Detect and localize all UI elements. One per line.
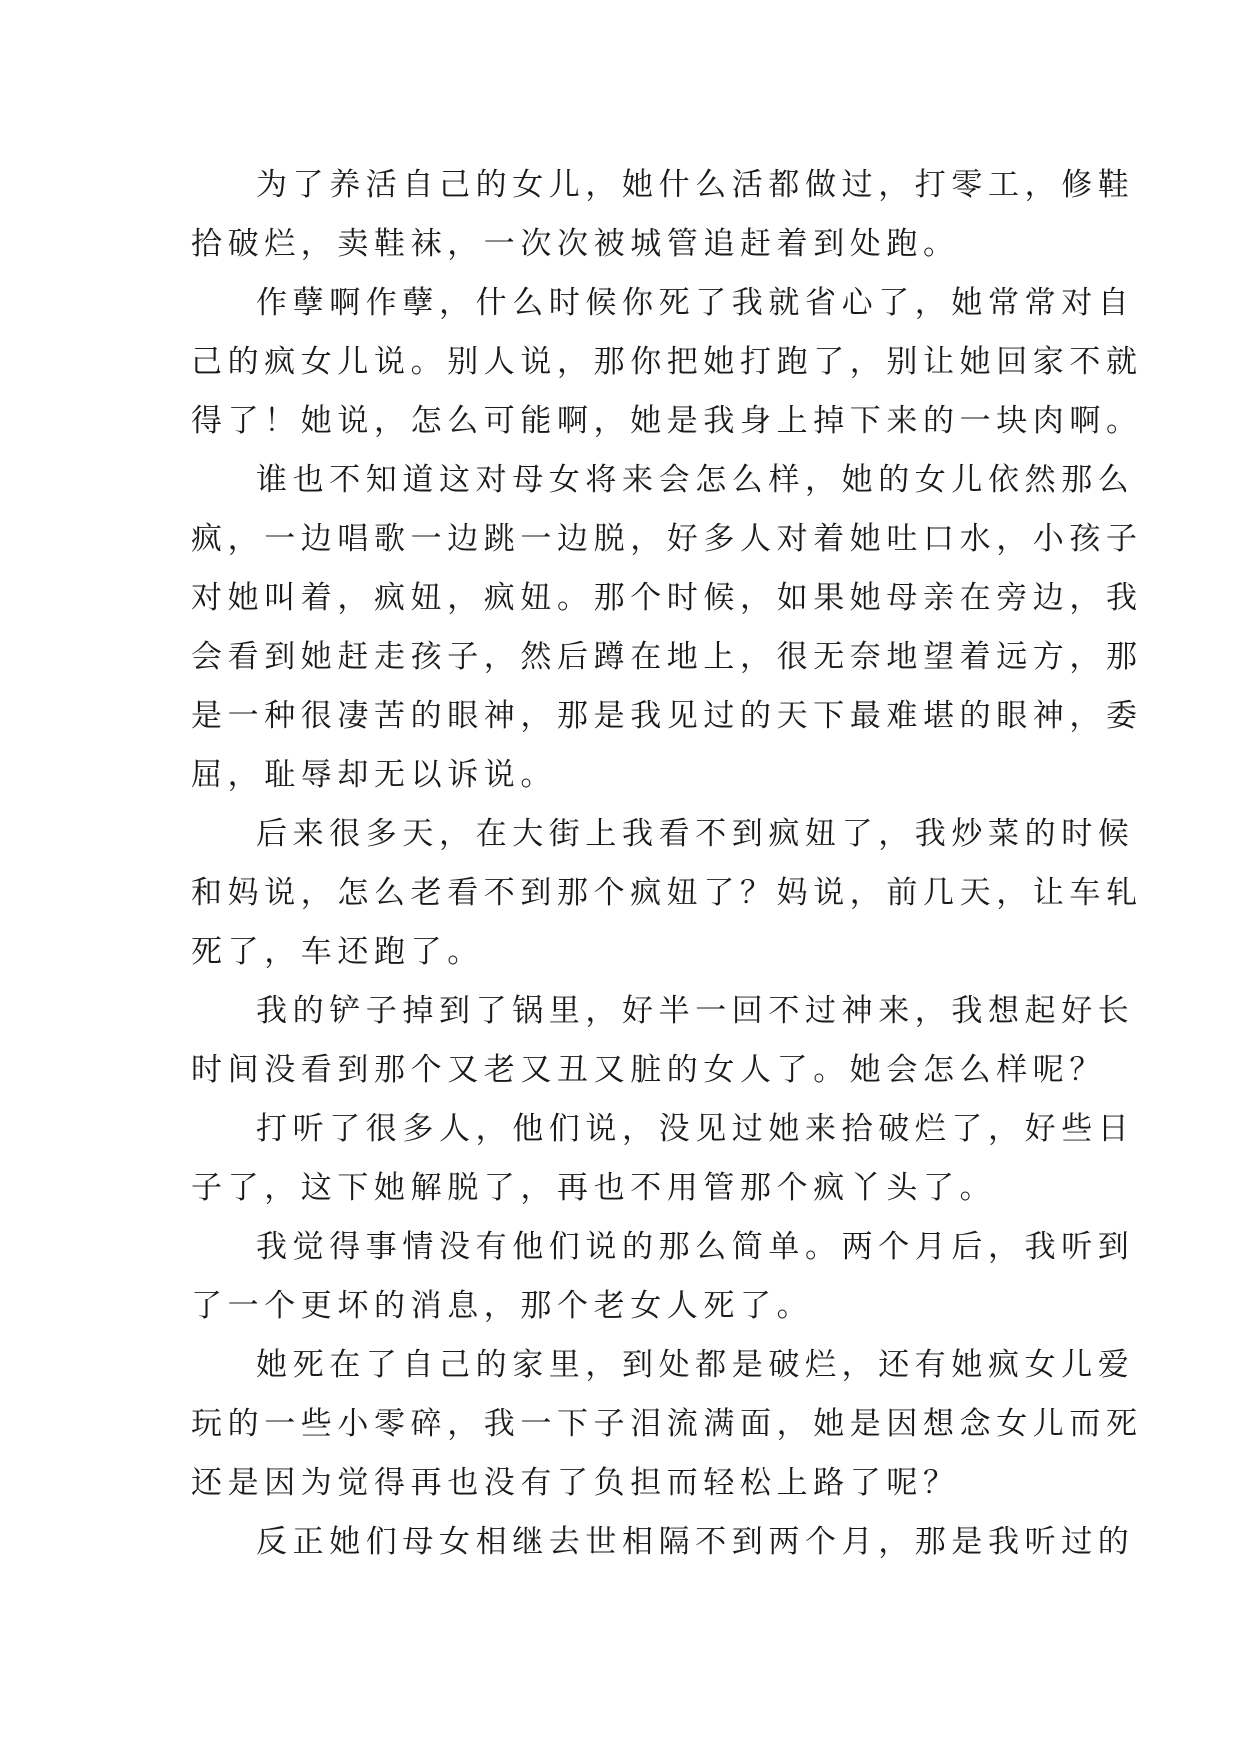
paragraph-line: 为了养活自己的女儿，她什么活都做过，打零工，修鞋 <box>256 167 1135 203</box>
paragraph-line: 她死在了自己的家里，到处都是破烂，还有她疯女儿爱 <box>256 1347 1135 1383</box>
paragraph-line: 反正她们母女相继去世相隔不到两个月，那是我听过的 <box>256 1524 1135 1560</box>
paragraph-line: 还是因为觉得再也没有了负担而轻松上路了呢？ <box>191 1465 960 1501</box>
paragraph-line: 疯，一边唱歌一边跳一边脱，好多人对着她吐口水，小孩子 <box>191 521 1143 557</box>
paragraph-line: 玩的一些小零碎，我一下子泪流满面，她是因想念女儿而死 <box>191 1406 1143 1442</box>
paragraph-line: 后来很多天，在大街上我看不到疯妞了，我炒菜的时候 <box>256 816 1135 852</box>
paragraph-line: 对她叫着，疯妞，疯妞。那个时候，如果她母亲在旁边，我 <box>191 580 1143 616</box>
paragraph-line: 我觉得事情没有他们说的那么简单。两个月后，我听到 <box>256 1229 1135 1265</box>
paragraph-line: 己的疯女儿说。别人说，那你把她打跑了，别让她回家不就 <box>191 344 1143 380</box>
paragraph-line: 和妈说，怎么老看不到那个疯妞了？妈说，前几天，让车轧 <box>191 875 1143 911</box>
paragraph-line: 子了，这下她解脱了，再也不用管那个疯丫头了。 <box>191 1170 997 1206</box>
paragraph-line: 我的铲子掉到了锅里，好半一回不过神来，我想起好长 <box>256 993 1135 1029</box>
paragraph-line: 拾破烂，卖鞋袜，一次次被城管追赶着到处跑。 <box>191 226 960 262</box>
paragraph-line: 了一个更坏的消息，那个老女人死了。 <box>191 1288 814 1324</box>
paragraph-line: 得了！她说，怎么可能啊，她是我身上掉下来的一块肉啊。 <box>191 403 1143 439</box>
paragraph-line: 打听了很多人，他们说，没见过她来拾破烂了，好些日 <box>256 1111 1135 1147</box>
paragraph-line: 会看到她赶走孩子，然后蹲在地上，很无奈地望着远方，那 <box>191 639 1143 675</box>
paragraph-line: 谁也不知道这对母女将来会怎么样，她的女儿依然那么 <box>256 462 1135 498</box>
body-text <box>191 156 1143 1572</box>
paragraph-line: 是一种很凄苦的眼神，那是我见过的天下最难堪的眼神，委 <box>191 698 1143 734</box>
paragraph-line: 时间没看到那个又老又丑又脏的女人了。她会怎么样呢？ <box>191 1052 1106 1088</box>
paragraph-line: 作孽啊作孽，什么时候你死了我就省心了，她常常对自 <box>256 285 1135 321</box>
paragraph-line: 死了，车还跑了。 <box>191 934 484 970</box>
paragraph-line: 屈，耻辱却无以诉说。 <box>191 757 557 793</box>
